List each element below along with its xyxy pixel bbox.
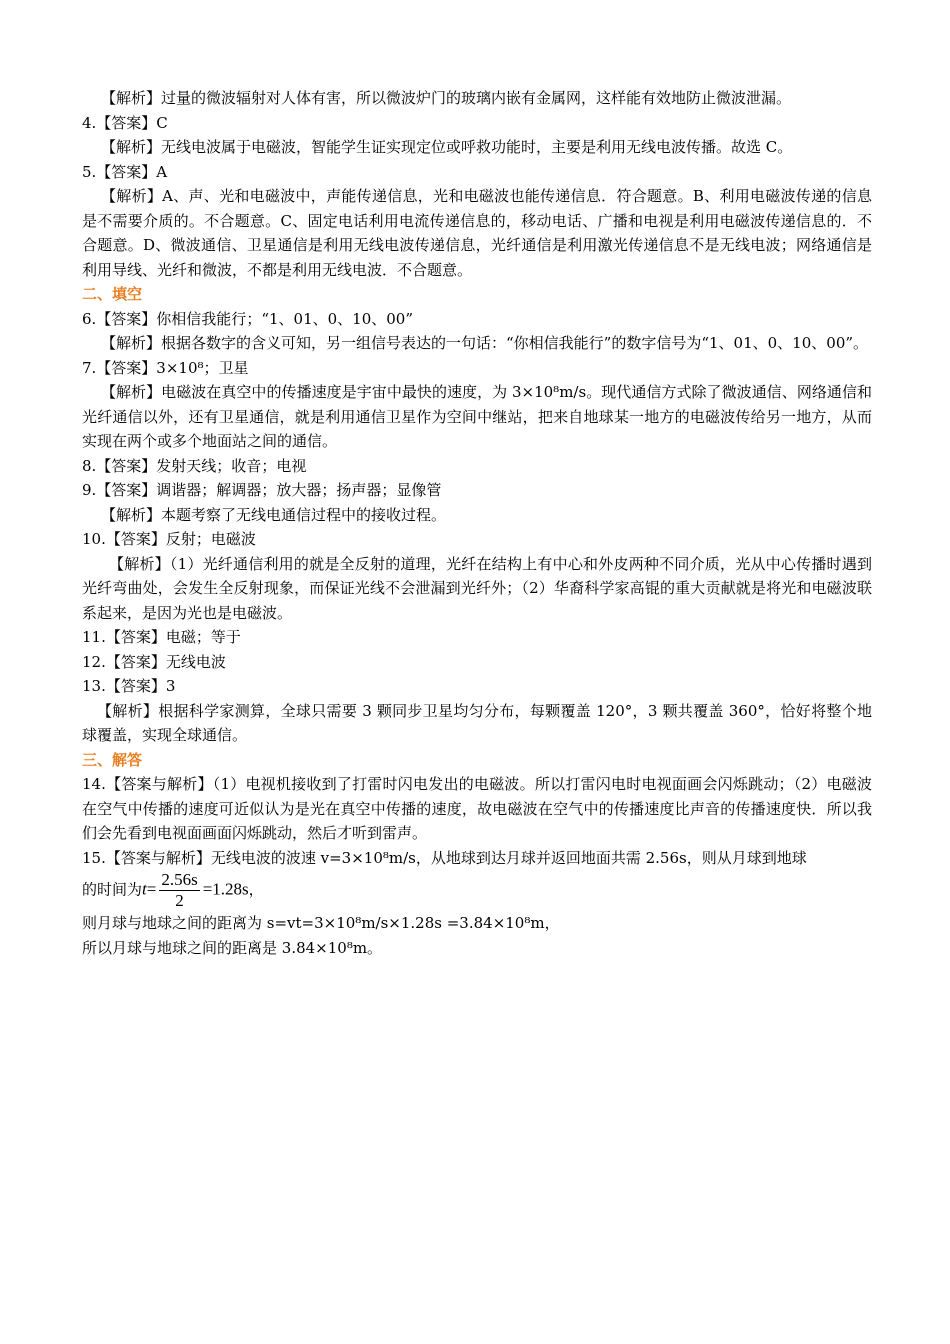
q15-time-formula [82,870,872,911]
q10-explanation: 【解析】（1）光纤通信利用的就是全反射的道理，光纤在结构上有中心和外皮两种不同介质，光从中心传播时遇到光纤弯曲处，会发生全反射现象，而保证光线不会泄漏到光纤外；（2）华裔科学家高锟的重大贡献就是将光和电磁波联系起来，是因为光也是电磁波。 [82,554,872,622]
q8-answer: 8.【答案】发射天线；收音；电视 [82,456,307,475]
q13-explanation: 【解析】根据科学家测算，全球只需要 3 颗同步卫星均匀分布，每颗覆盖 120°，3 颗共覆盖 360°，恰好将整个地球覆盖，实现全球通信。 [82,701,872,744]
q4-answer: 4.【答案】C [82,113,168,132]
q3-explanation: 【解析】过量的微波辐射对人体有害，所以微波炉门的玻璃内嵌有金属网，这样能有效地防止微波泄漏。 [101,89,792,107]
formula-fraction [159,870,199,911]
q13-answer: 13.【答案】3 [82,677,176,695]
q4-explanation: 【解析】无线电波属于电磁波，智能学生证实现定位或呼救功能时，主要是利用无线电波传播。故选 C。 [101,138,793,156]
q6-explanation: 【解析】根据各数字的含义可知，另一组信号表达的一句话：“你相信我能行”的数字信号为“1、01、0、10、00”。 [101,334,869,352]
formula-equals: = [146,879,157,899]
formula-prefix: 的时间为 [82,880,143,899]
section-heading-solutions: 三、解答 [82,750,143,769]
answer-content [82,86,872,960]
q14-answer-explanation: 14.【答案与解析】（1）电视机接收到了打雷时闪电发出的电磁波。所以打雷闪电时电视面画会闪烁跳动；（2）电磁波在空气中传播的速度可近似认为是光在真空中传播的速度，故电磁波在空气中的传播速度比声音的传播速度快．所以我们会先看到电视面画面闪烁跳动，然后才听到雷声。 [82,775,872,842]
q9-answer: 9.【答案】调谐器；解调器；放大器；扬声器；显像管 [82,481,442,499]
q7-answer: 7.【答案】3×10⁸；卫星 [82,358,249,377]
q12-answer: 12.【答案】无线电波 [82,652,226,671]
formula-suffix: ， [248,880,264,899]
q10-answer: 10.【答案】反射；电磁波 [82,530,256,548]
q11-answer: 11.【答案】电磁；等于 [82,628,241,646]
q15-answer-explanation: 15.【答案与解析】无线电波的波速 v=3×10⁸m/s，从地球到达月球并返回地面共需 2.56s，则从月球到地球 [82,848,807,867]
q15-conclusion-line: 所以月球与地球之间的距离是 3.84×10⁸m。 [82,938,383,957]
q5-explanation: 【解析】A、声、光和电磁波中，声能传递信息，光和电磁波也能传递信息．符合题意。B、利用电磁波传递的信息是不需要介质的。不合题意。C、固定电话利用电流传递信息的，移动电话、广播和电视是利用电磁波传递信息的．不合题意。D、微波通信、卫星通信是利用无线电波传递信息，光纤通信是利用激光传递信息不是无线电波；网络通信是利用导线、光纤和微波，不都是利用无线电波．不合题意。 [82,187,872,279]
formula-variable: t [142,879,147,899]
fraction-denominator: 2 [175,891,184,910]
q5-answer: 5.【答案】A [82,162,168,181]
formula-result: =1.28s [202,879,249,899]
section-heading-fill-in: 二、填空 [82,285,143,303]
q6-answer: 6.【答案】你相信我能行；“1、01、0、10、00” [82,309,413,328]
fraction-numerator: 2.56s [161,870,198,889]
q7-explanation: 【解析】电磁波在真空中的传播速度是宇宙中最快的速度，为 3×10⁸m/s。现代通信方式除了微波通信、网络通信和光纤通信以外，还有卫星通信，就是利用通信卫星作为空间中继站，把来自地球某一地方的电磁波传给另一地方，从而实现在两个或多个地面站之间的通信。 [82,383,872,450]
q15-distance-line: 则月球与地球之间的距离为 s=vt=3×10⁸m/s×1.28s =3.84×10⁸m， [82,914,560,932]
q9-explanation: 【解析】本题考察了无线电通信过程中的接收过程。 [101,505,447,524]
